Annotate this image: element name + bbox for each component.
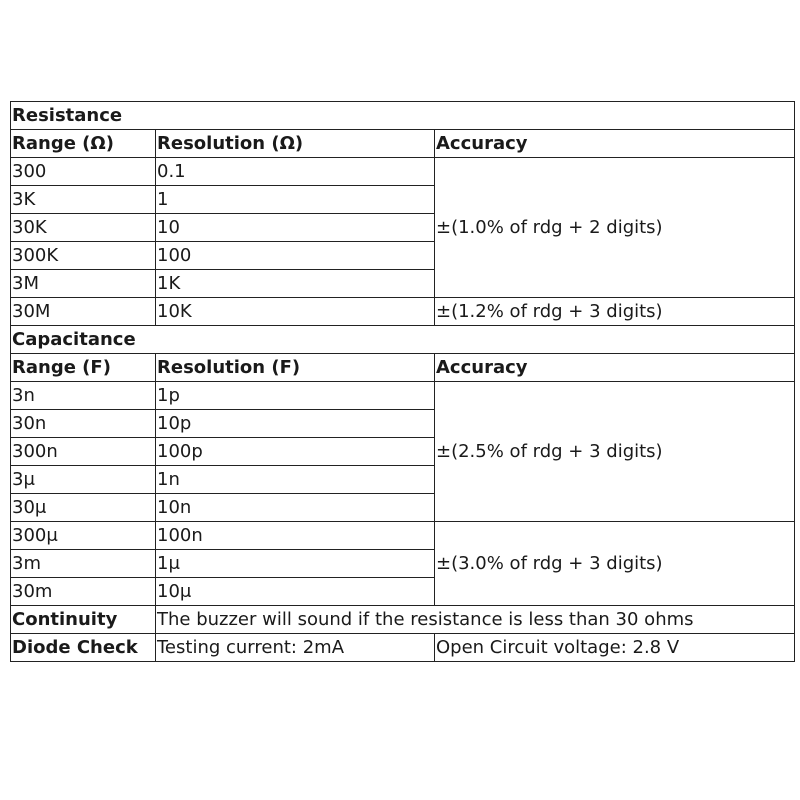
range-cell: 3m bbox=[11, 550, 156, 578]
diode-check-current: Testing current: 2mA bbox=[156, 634, 435, 662]
accuracy-cell: ±(3.0% of rdg + 3 digits) bbox=[435, 522, 795, 606]
accuracy-cell: ±(1.2% of rdg + 3 digits) bbox=[435, 298, 795, 326]
diode-check-label: Diode Check bbox=[11, 634, 156, 662]
section-title-row bbox=[11, 326, 795, 354]
capacitance-accuracy-header: Accuracy bbox=[435, 354, 795, 382]
range-cell: 30n bbox=[11, 410, 156, 438]
range-cell: 300n bbox=[11, 438, 156, 466]
range-cell: 30μ bbox=[11, 494, 156, 522]
resolution-cell: 100p bbox=[156, 438, 435, 466]
resolution-cell: 10n bbox=[156, 494, 435, 522]
range-cell: 3K bbox=[11, 186, 156, 214]
table-row bbox=[11, 522, 795, 550]
range-cell: 30m bbox=[11, 578, 156, 606]
section-title-row bbox=[11, 102, 795, 130]
table-row bbox=[11, 382, 795, 410]
accuracy-cell: ±(1.0% of rdg + 2 digits) bbox=[435, 158, 795, 298]
range-cell: 3M bbox=[11, 270, 156, 298]
range-cell: 3μ bbox=[11, 466, 156, 494]
header-row bbox=[11, 354, 795, 382]
resolution-cell: 10 bbox=[156, 214, 435, 242]
continuity-label: Continuity bbox=[11, 606, 156, 634]
diode-check-voltage: Open Circuit voltage: 2.8 V bbox=[435, 634, 795, 662]
resistance-title: Resistance bbox=[11, 102, 795, 130]
resistance-range-header: Range (Ω) bbox=[11, 130, 156, 158]
resolution-cell: 100n bbox=[156, 522, 435, 550]
resolution-cell: 1 bbox=[156, 186, 435, 214]
range-cell: 3n bbox=[11, 382, 156, 410]
continuity-text: The buzzer will sound if the resistance is less than 30 ohms bbox=[156, 606, 795, 634]
continuity-row bbox=[11, 606, 795, 634]
resolution-cell: 100 bbox=[156, 242, 435, 270]
capacitance-resolution-header: Resolution (F) bbox=[156, 354, 435, 382]
range-cell: 300μ bbox=[11, 522, 156, 550]
resolution-cell: 1n bbox=[156, 466, 435, 494]
resistance-resolution-header: Resolution (Ω) bbox=[156, 130, 435, 158]
resolution-cell: 1p bbox=[156, 382, 435, 410]
resolution-cell: 1μ bbox=[156, 550, 435, 578]
diode-check-row bbox=[11, 634, 795, 662]
resolution-cell: 10μ bbox=[156, 578, 435, 606]
range-cell: 300K bbox=[11, 242, 156, 270]
range-cell: 30M bbox=[11, 298, 156, 326]
accuracy-cell: ±(2.5% of rdg + 3 digits) bbox=[435, 382, 795, 522]
range-cell: 300 bbox=[11, 158, 156, 186]
range-cell: 30K bbox=[11, 214, 156, 242]
capacitance-range-header: Range (F) bbox=[11, 354, 156, 382]
resolution-cell: 0.1 bbox=[156, 158, 435, 186]
capacitance-title: Capacitance bbox=[11, 326, 795, 354]
table-row bbox=[11, 158, 795, 186]
resolution-cell: 10K bbox=[156, 298, 435, 326]
resolution-cell: 10p bbox=[156, 410, 435, 438]
resistance-accuracy-header: Accuracy bbox=[435, 130, 795, 158]
multimeter-spec-table bbox=[10, 101, 795, 662]
header-row bbox=[11, 130, 795, 158]
table-row bbox=[11, 298, 795, 326]
resolution-cell: 1K bbox=[156, 270, 435, 298]
